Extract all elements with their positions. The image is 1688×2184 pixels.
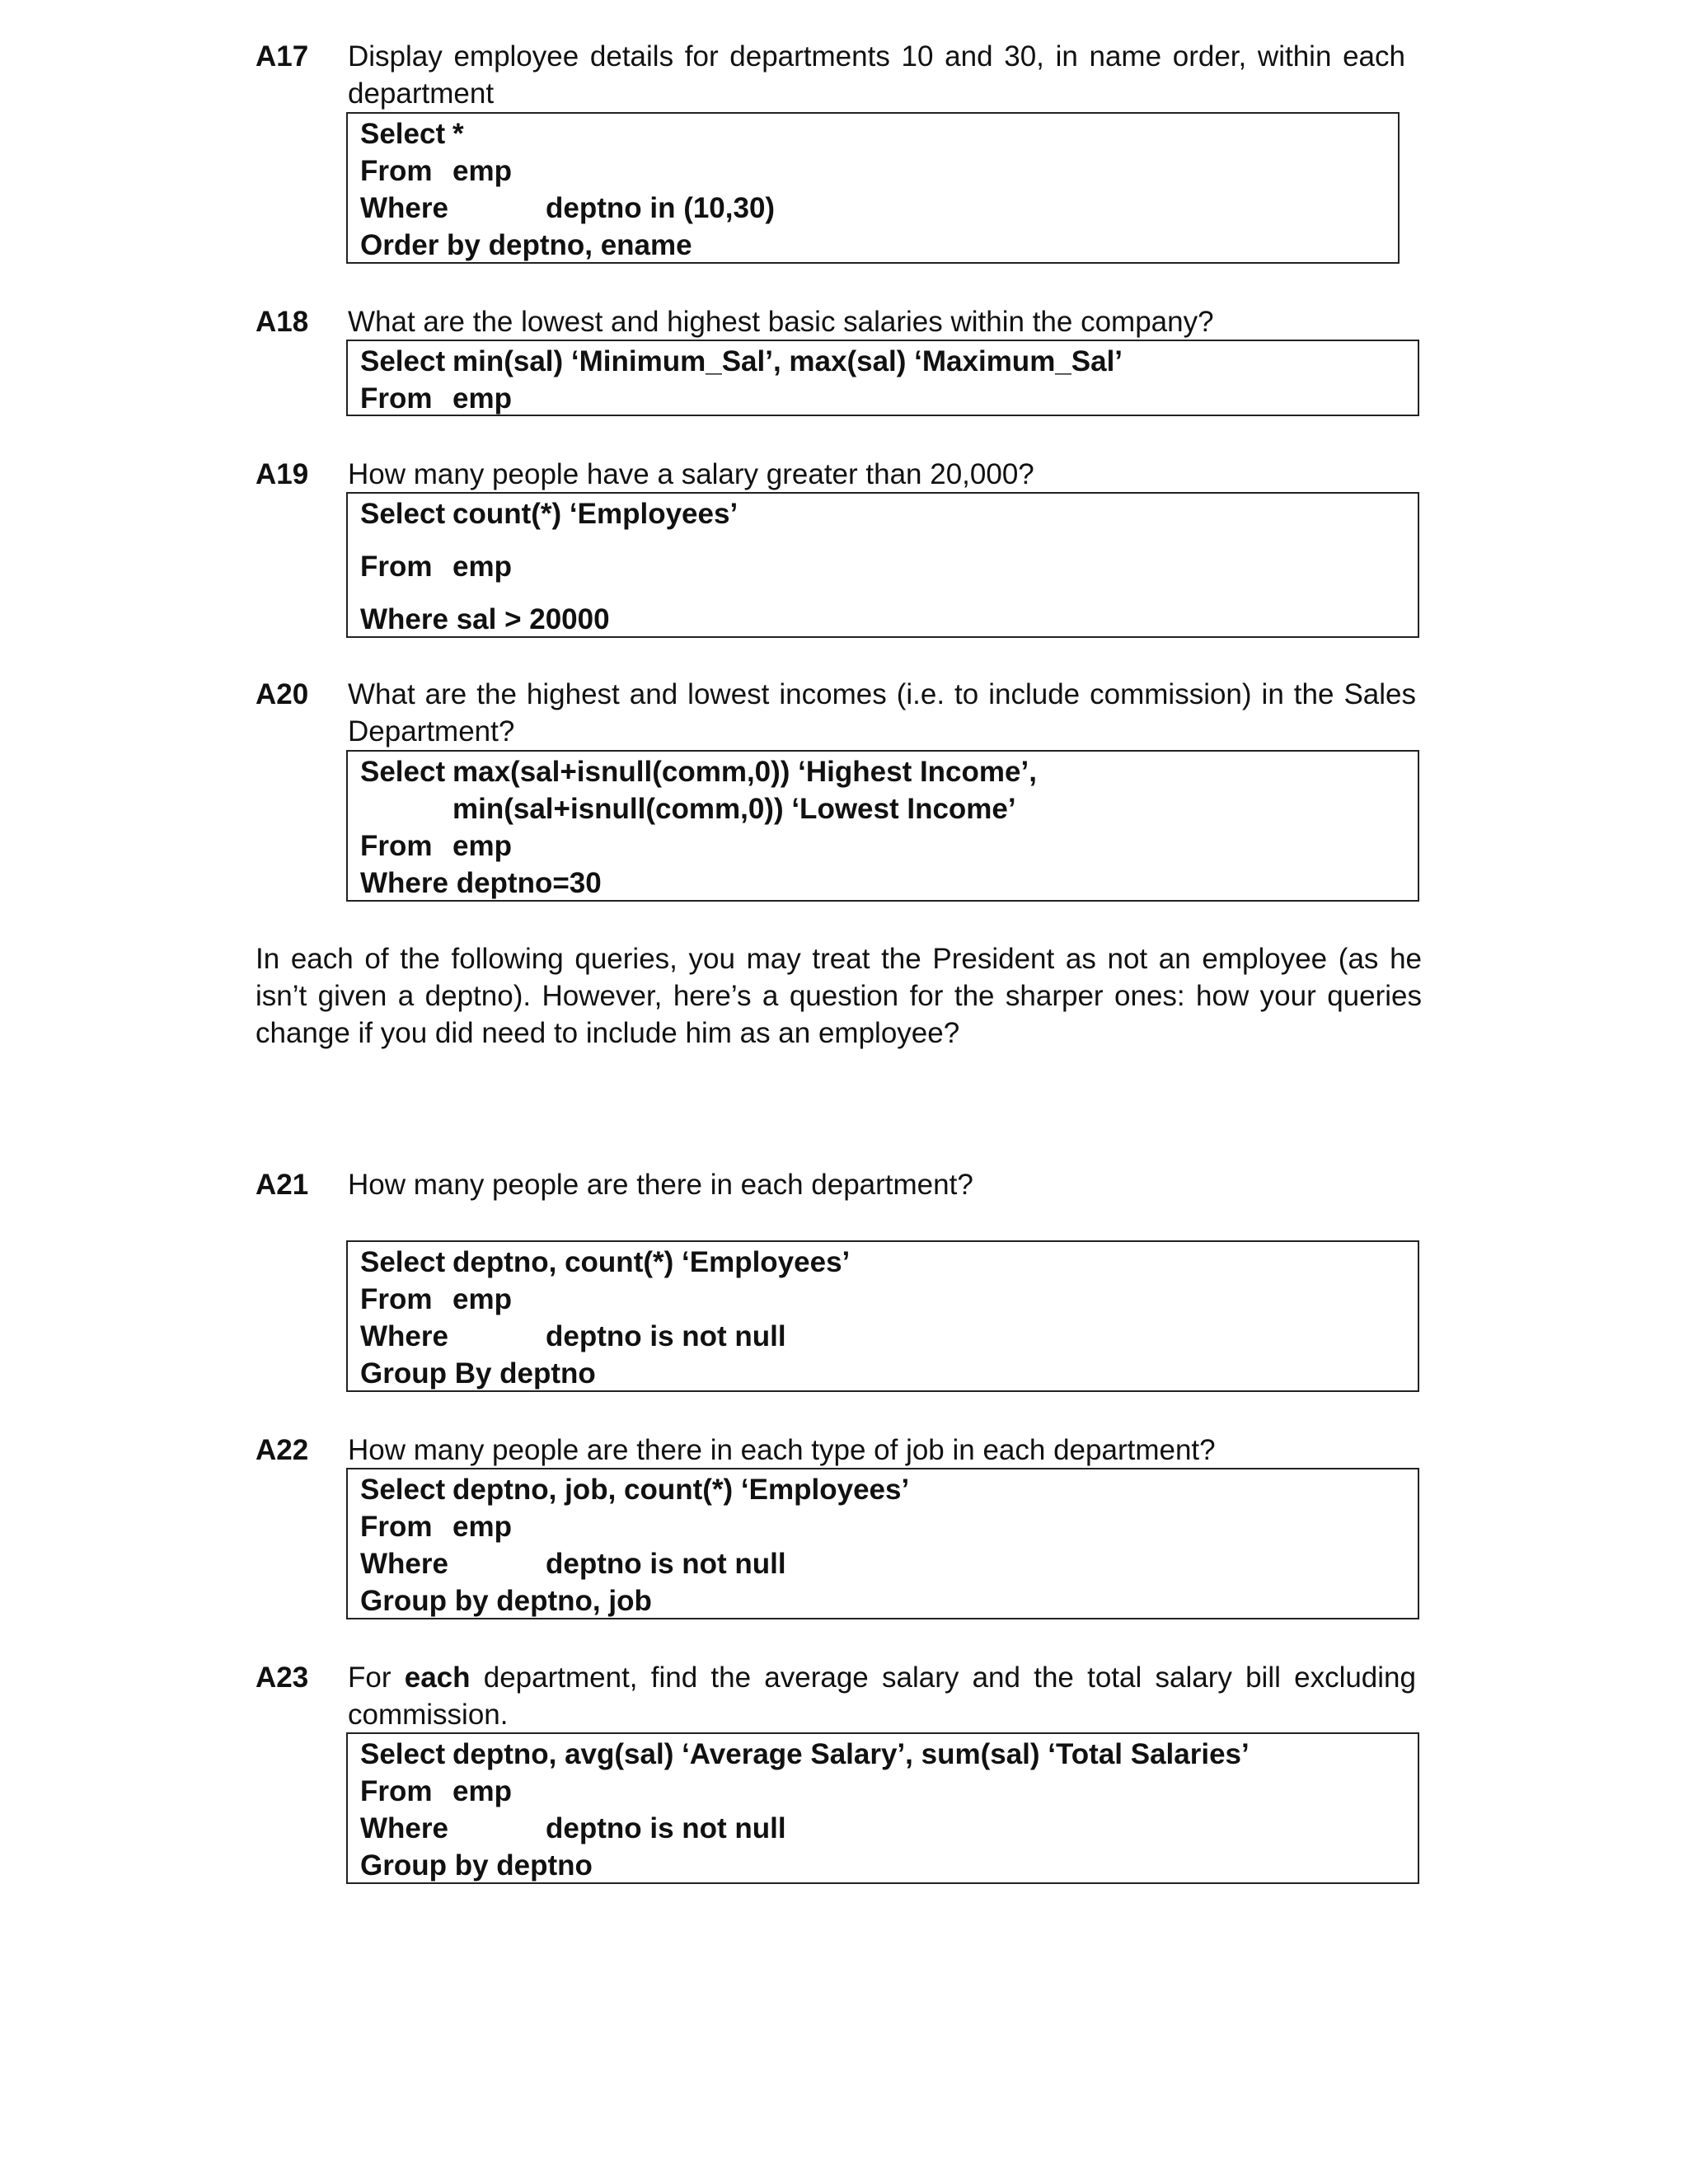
sql-line: Group By deptno xyxy=(360,1357,596,1390)
sql-line: Where deptno is not null xyxy=(360,1812,786,1844)
question-text: What are the highest and lowest incomes (i.e. to include commission) in the Sales Department? xyxy=(348,678,1416,748)
sql-box xyxy=(346,1732,1419,1884)
sql-line: Select * xyxy=(360,118,464,150)
sql-box xyxy=(346,492,1419,638)
question-text: How many people have a salary greater than 20,000? xyxy=(348,458,1034,490)
question-label: A20 xyxy=(256,678,309,710)
sql-line: From emp xyxy=(360,830,512,862)
question-text: How many people are there in each type of job in each department? xyxy=(348,1434,1216,1466)
sql-line: Select count(*) ‘Employees’ xyxy=(360,498,738,530)
question-label: A18 xyxy=(256,306,309,338)
question-label: A22 xyxy=(256,1434,309,1466)
question-label: A21 xyxy=(256,1169,309,1201)
question-text: Display employee details for departments 10 and 30, in name order, within each department xyxy=(348,40,1405,110)
sql-line: Select deptno, count(*) ‘Employees’ xyxy=(360,1246,851,1278)
sql-line: From emp xyxy=(360,1283,512,1315)
sql-box xyxy=(346,1468,1419,1619)
sql-box xyxy=(346,750,1419,902)
sql-line: Group by deptno, job xyxy=(360,1585,652,1617)
sql-line: From emp xyxy=(360,551,512,583)
question-label: A17 xyxy=(256,40,309,73)
sql-line: Where sal > 20000 xyxy=(360,603,610,635)
sql-line: From emp xyxy=(360,382,512,415)
sql-line: Group by deptno xyxy=(360,1849,593,1882)
sql-line: Select deptno, avg(sal) ‘Average Salary’, sum(sal) ‘Total Salaries’ xyxy=(360,1738,1250,1770)
sql-line: Where deptno in (10,30) xyxy=(360,192,776,224)
question-label: A19 xyxy=(256,458,309,490)
note-paragraph: In each of the following queries, you may treat the President as not an employee (as he isn’t given a deptno). However, here’s a question for the sharper ones: how your queries change if you did need to include him as an employee? xyxy=(256,943,1422,1049)
sql-line: Where deptno is not null xyxy=(360,1320,786,1352)
question-label: A23 xyxy=(256,1661,309,1694)
question-text: How many people are there in each department? xyxy=(348,1169,973,1201)
question-text: For each department, find the average salary and the total salary bill excluding commission. xyxy=(348,1661,1416,1731)
sql-line: Select min(sal) ‘Minimum_Sal’, max(sal) ‘Maximum_Sal’ xyxy=(360,345,1123,377)
sql-box xyxy=(346,112,1400,264)
sql-line: From emp xyxy=(360,155,512,187)
sql-line: Order by deptno, ename xyxy=(360,229,692,261)
sql-line: Where deptno=30 xyxy=(360,867,602,899)
sql-line: Select max(sal+isnull(comm,0)) ‘Highest Income’, xyxy=(360,756,1037,788)
sql-line: min(sal+isnull(comm,0)) ‘Lowest Income’ xyxy=(452,793,1016,825)
sql-line: From emp xyxy=(360,1775,512,1807)
sql-box xyxy=(346,1240,1419,1392)
sql-box xyxy=(346,340,1419,416)
sql-line: Where deptno is not null xyxy=(360,1548,786,1580)
sql-line: Select deptno, job, count(*) ‘Employees’ xyxy=(360,1474,910,1506)
sql-line: From emp xyxy=(360,1511,512,1543)
question-text: What are the lowest and highest basic salaries within the company? xyxy=(348,306,1214,338)
